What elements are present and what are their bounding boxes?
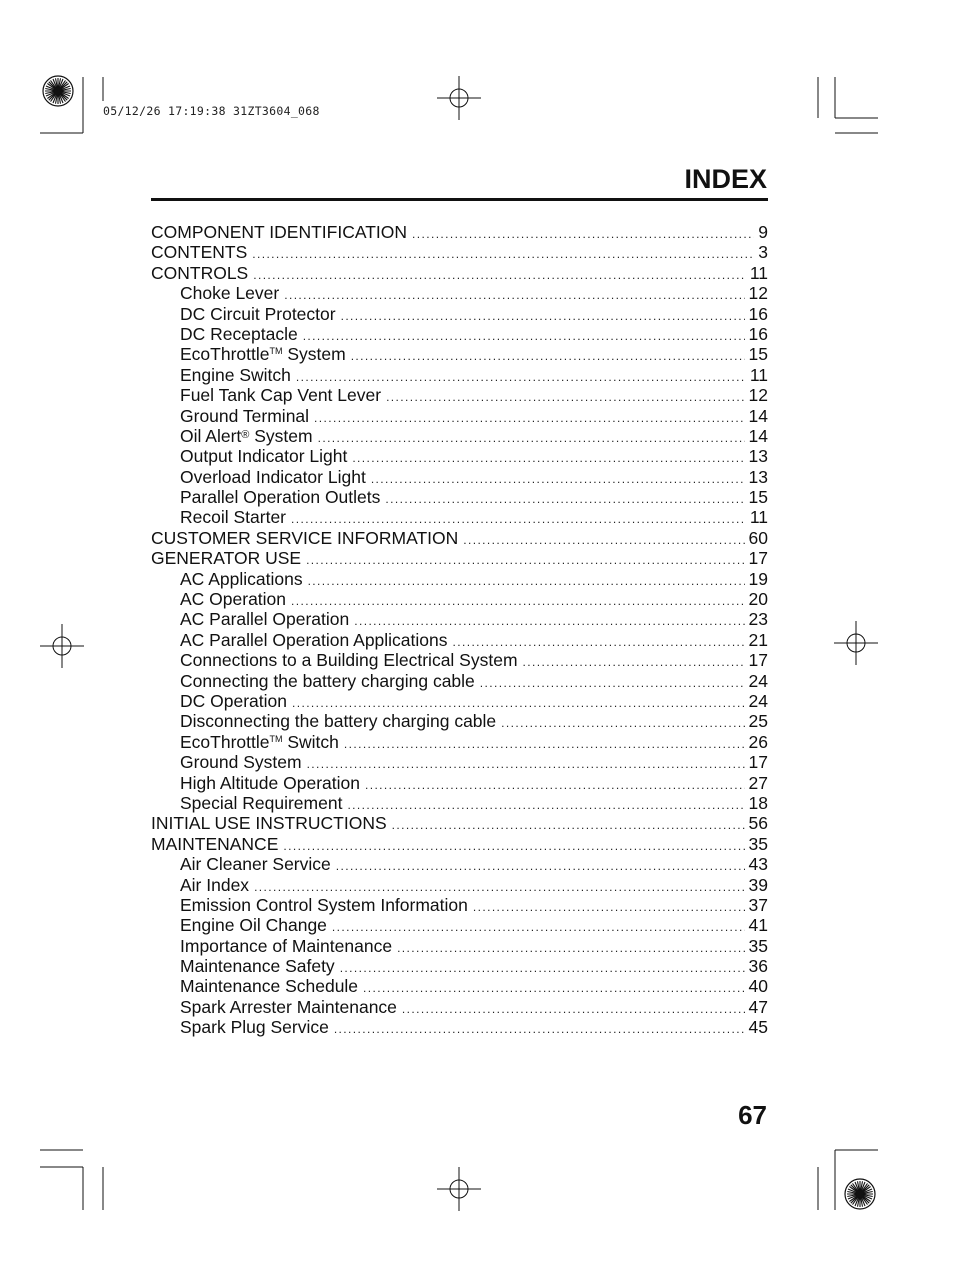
- entry-page-number: 39: [748, 874, 768, 895]
- entry-label-text: Importance of Maintenance: [180, 935, 393, 956]
- index-subentry: [151, 875, 768, 895]
- entry-label: [180, 997, 397, 1017]
- dot-leader: [473, 897, 745, 917]
- title-rule: [151, 198, 768, 201]
- entry-label: [180, 589, 286, 609]
- entry-label: [180, 875, 249, 895]
- dot-leader: [314, 408, 744, 428]
- index-subentry: [151, 304, 768, 324]
- dot-leader: [501, 713, 744, 733]
- index-list: [151, 222, 768, 1038]
- entry-page-number: 13: [748, 446, 768, 467]
- dot-leader: [347, 795, 744, 815]
- index-entry: [151, 528, 768, 548]
- index-subentry: [151, 487, 768, 507]
- entry-label: [151, 834, 278, 854]
- entry-label: [180, 691, 287, 711]
- entry-page-number: 23: [748, 609, 768, 630]
- dot-leader: [352, 448, 744, 468]
- entry-page-number: 11: [749, 507, 768, 528]
- index-subentry: [151, 915, 768, 935]
- entry-label-text: AC Parallel Operation Applications: [180, 629, 448, 650]
- trademark-mark: TM: [269, 733, 283, 744]
- entry-page-number: 14: [748, 425, 768, 446]
- entry-label: [180, 895, 468, 915]
- entry-label: [180, 467, 366, 487]
- dot-leader: [291, 591, 745, 611]
- entry-label: [151, 222, 407, 242]
- dot-leader: [252, 244, 754, 264]
- index-subentry: [151, 895, 768, 915]
- index-subentry: [151, 507, 768, 527]
- dot-leader: [402, 999, 745, 1019]
- dot-leader: [392, 815, 745, 835]
- entry-page-number: 56: [748, 813, 768, 834]
- dot-leader: [523, 652, 745, 672]
- index-subentry: [151, 752, 768, 772]
- entry-label: [180, 711, 496, 731]
- dot-leader: [463, 530, 744, 550]
- entry-label-text: Recoil Starter: [180, 507, 287, 528]
- dot-leader: [308, 571, 745, 591]
- entry-page-number: 36: [748, 956, 768, 977]
- dot-leader: [303, 326, 745, 346]
- entry-label-text: COMPONENT IDENTIFICATION: [151, 222, 408, 242]
- entry-label-text: Air Index: [180, 874, 250, 895]
- entry-label: [180, 365, 291, 385]
- entry-page-number: 16: [748, 323, 768, 344]
- entry-page-number: 27: [748, 772, 768, 793]
- entry-label-text: Oil Alert: [180, 425, 242, 446]
- index-subentry: [151, 956, 768, 976]
- entry-label: [180, 976, 358, 996]
- dot-leader: [296, 367, 746, 387]
- entry-label-text: Engine Oil Change: [180, 915, 327, 936]
- entry-label: [180, 385, 381, 405]
- dot-leader: [371, 469, 745, 489]
- entry-page-number: 35: [748, 935, 768, 956]
- entry-label: [180, 854, 331, 874]
- entry-label-text: AC Operation: [180, 589, 287, 610]
- entry-label-text: Air Cleaner Service: [180, 854, 331, 875]
- index-entry: [151, 242, 768, 262]
- index-subentry: [151, 732, 768, 752]
- entry-label: [180, 1017, 329, 1037]
- entry-label-text: Parallel Operation Outlets: [180, 487, 381, 508]
- entry-label: [151, 263, 248, 283]
- entry-label: [180, 283, 279, 303]
- entry-label-text: Output Indicator Light: [180, 446, 348, 467]
- dot-leader: [480, 673, 745, 693]
- entry-label-text: CONTROLS: [151, 262, 249, 283]
- dot-leader: [341, 306, 745, 326]
- dot-leader: [340, 958, 745, 978]
- dot-leader: [307, 754, 745, 774]
- index-subentry: [151, 650, 768, 670]
- registration-starburst-top-left: [43, 76, 73, 106]
- entry-label-text: Ground System: [180, 752, 302, 773]
- entry-label: [180, 569, 303, 589]
- entry-label: [180, 630, 448, 650]
- entry-label: [180, 324, 298, 344]
- index-subentry: [151, 773, 768, 793]
- entry-label-text: Overload Indicator Light: [180, 466, 366, 487]
- entry-label-text: CUSTOMER SERVICE INFORMATION: [151, 527, 459, 548]
- dot-leader: [292, 693, 745, 713]
- entry-page-number: 47: [748, 996, 768, 1017]
- index-subentry: [151, 671, 768, 691]
- index-subentry: [151, 365, 768, 385]
- entry-label-text: Maintenance Schedule: [180, 976, 359, 997]
- entry-page-number: 17: [748, 548, 768, 569]
- entry-label: [180, 793, 342, 813]
- entry-page-number: 16: [748, 303, 768, 324]
- entry-page-number: 21: [748, 629, 768, 650]
- entry-label-text: DC Receptacle: [180, 323, 298, 344]
- index-subentry: [151, 406, 768, 426]
- index-subentry: [151, 1017, 768, 1037]
- entry-label: [180, 507, 286, 527]
- entry-label: [180, 487, 380, 507]
- entry-page-number: 26: [748, 731, 768, 752]
- entry-label: [180, 406, 309, 426]
- dot-leader: [363, 978, 744, 998]
- entry-label: [180, 752, 302, 772]
- entry-label: [180, 732, 339, 752]
- entry-page-number: 17: [748, 650, 768, 671]
- dot-leader: [412, 224, 754, 244]
- index-subentry: [151, 976, 768, 996]
- entry-label-suffix: System: [249, 425, 313, 446]
- index-entry: [151, 813, 768, 833]
- dot-leader: [306, 550, 744, 570]
- page-title: INDEX: [684, 164, 767, 194]
- index-entry: [151, 834, 768, 854]
- dot-leader: [344, 734, 745, 754]
- entry-page-number: 9: [758, 222, 768, 242]
- entry-page-number: 40: [748, 976, 768, 997]
- entry-label-text: CONTENTS: [151, 242, 248, 263]
- entry-page-number: 12: [748, 283, 768, 304]
- entry-label: [180, 936, 392, 956]
- entry-label-text: Choke Lever: [180, 283, 280, 304]
- index-subentry: [151, 589, 768, 609]
- entry-page-number: 24: [748, 670, 768, 691]
- entry-label-text: EcoThrottle: [180, 731, 270, 752]
- entry-page-number: 17: [748, 752, 768, 773]
- crosshair-bottom: [437, 1167, 481, 1211]
- entry-label-text: Special Requirement: [180, 792, 343, 813]
- index-subentry: [151, 854, 768, 874]
- index-subentry: [151, 467, 768, 487]
- entry-label: [180, 426, 313, 446]
- entry-label: [180, 671, 475, 691]
- entry-label-text: Ground Terminal: [180, 405, 310, 426]
- crosshair-top: [437, 76, 481, 120]
- entry-label-text: Emission Control System Information: [180, 894, 468, 915]
- entry-label-text: DC Operation: [180, 690, 287, 711]
- dot-leader: [365, 775, 745, 795]
- entry-label-text: AC Applications: [180, 568, 303, 589]
- dot-leader: [386, 387, 744, 407]
- dot-leader: [334, 1019, 745, 1039]
- entry-page-number: 20: [748, 589, 768, 610]
- entry-label-text: Maintenance Safety: [180, 956, 335, 977]
- entry-page-number: 45: [748, 1017, 768, 1038]
- entry-label-text: Disconnecting the battery charging cable: [180, 711, 497, 732]
- entry-label-text: AC Parallel Operation: [180, 609, 350, 630]
- entry-label-text: Connections to a Building Electrical System: [180, 650, 518, 671]
- print-stamp: 05/12/26 17:19:38 31ZT3604_068: [103, 104, 320, 118]
- entry-page-number: 13: [748, 466, 768, 487]
- dot-leader: [336, 856, 745, 876]
- index-subentry: [151, 426, 768, 446]
- entry-label: [180, 304, 336, 324]
- index-subentry: [151, 324, 768, 344]
- entry-label: [151, 242, 247, 262]
- dot-leader: [332, 917, 745, 937]
- index-subentry: [151, 283, 768, 303]
- entry-label: [180, 650, 518, 670]
- entry-page-number: 18: [748, 792, 768, 813]
- dot-leader: [254, 877, 744, 897]
- index-subentry: [151, 630, 768, 650]
- dot-leader: [354, 611, 744, 631]
- index-entry: [151, 263, 768, 283]
- entry-label-text: Connecting the battery charging cable: [180, 670, 475, 691]
- entry-label: [151, 813, 387, 833]
- index-entry: [151, 222, 768, 242]
- index-subentry: [151, 691, 768, 711]
- entry-label-text: High Altitude Operation: [180, 772, 360, 793]
- entry-label-text: Spark Arrester Maintenance: [180, 996, 397, 1017]
- entry-label: [180, 609, 349, 629]
- entry-label-text: INITIAL USE INSTRUCTIONS: [151, 813, 387, 834]
- index-subentry: [151, 711, 768, 731]
- dot-leader: [397, 938, 744, 958]
- entry-label: [180, 915, 327, 935]
- crosshair-left: [40, 624, 84, 668]
- index-subentry: [151, 569, 768, 589]
- index-subentry: [151, 446, 768, 466]
- entry-label-text: GENERATOR USE: [151, 548, 302, 569]
- registration-starburst-bottom-right: [845, 1179, 875, 1209]
- dot-leader: [453, 632, 745, 652]
- entry-page-number: 11: [749, 364, 768, 385]
- entry-label-text: Engine Switch: [180, 364, 291, 385]
- entry-label-text: MAINTENANCE: [151, 833, 279, 854]
- entry-label: [180, 446, 347, 466]
- index-entry: [151, 548, 768, 568]
- entry-label: [180, 344, 346, 364]
- entry-label-text: EcoThrottle: [180, 344, 270, 365]
- crosshair-right: [834, 621, 878, 665]
- entry-page-number: 37: [748, 894, 768, 915]
- index-subentry: [151, 936, 768, 956]
- index-subentry: [151, 344, 768, 364]
- entry-label-text: DC Circuit Protector: [180, 303, 336, 324]
- entry-page-number: 43: [748, 854, 768, 875]
- index-subentry: [151, 997, 768, 1017]
- entry-page-number: 3: [758, 242, 768, 263]
- entry-page-number: 41: [748, 915, 768, 936]
- registered-mark: ®: [241, 428, 250, 441]
- dot-leader: [284, 285, 744, 305]
- index-subentry: [151, 793, 768, 813]
- dot-leader: [385, 489, 744, 509]
- entry-page-number: 19: [748, 568, 768, 589]
- entry-label: [151, 548, 301, 568]
- entry-label-suffix: System: [282, 344, 346, 365]
- entry-label: [151, 528, 458, 548]
- index-subentry: [151, 385, 768, 405]
- entry-label-text: Fuel Tank Cap Vent Lever: [180, 385, 382, 406]
- entry-label: [180, 773, 360, 793]
- entry-page-number: 15: [748, 344, 768, 365]
- entry-page-number: 11: [749, 262, 768, 283]
- dot-leader: [351, 346, 745, 366]
- entry-label: [180, 956, 335, 976]
- entry-label-suffix: Switch: [282, 731, 339, 752]
- entry-page-number: 14: [748, 405, 768, 426]
- entry-page-number: 60: [748, 527, 768, 548]
- entry-label-text: Spark Plug Service: [180, 1017, 329, 1038]
- entry-page-number: 15: [748, 487, 768, 508]
- dot-leader: [318, 428, 745, 448]
- dot-leader: [253, 265, 746, 285]
- entry-page-number: 35: [748, 833, 768, 854]
- page-number: 67: [738, 1100, 767, 1130]
- dot-leader: [283, 836, 744, 856]
- index-subentry: [151, 609, 768, 629]
- entry-page-number: 12: [748, 385, 768, 406]
- entry-page-number: 25: [748, 711, 768, 732]
- trademark-mark: TM: [269, 346, 283, 357]
- dot-leader: [291, 509, 746, 529]
- entry-page-number: 24: [748, 690, 768, 711]
